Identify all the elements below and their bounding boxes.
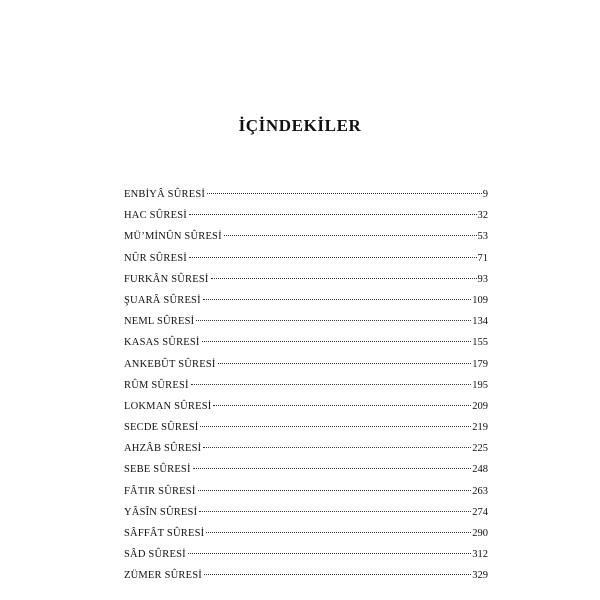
toc-entry xyxy=(124,528,488,549)
toc-entry-title: HAC SÛRESİ xyxy=(124,210,187,222)
toc-entry xyxy=(124,464,488,485)
toc-entry-title: NEML SÛRESİ xyxy=(124,316,195,328)
dot-leader xyxy=(198,490,472,491)
toc-entry-page-number: 219 xyxy=(472,422,488,434)
toc-entry xyxy=(124,359,488,380)
toc-entry xyxy=(124,549,488,570)
toc-entry-title: LOKMAN SÛRESİ xyxy=(124,400,212,412)
toc-entry xyxy=(124,380,488,401)
toc-entry-page-number: 53 xyxy=(477,231,488,243)
toc-entry-page-number: 312 xyxy=(472,549,488,561)
toc-entry xyxy=(124,443,488,464)
dot-leader xyxy=(196,320,471,321)
dot-leader xyxy=(224,235,477,236)
toc-entry-page-number: 32 xyxy=(477,210,488,222)
toc-entry-page-number: 179 xyxy=(472,358,488,370)
toc-entry xyxy=(124,210,488,231)
toc-entry-title: ENBİYÂ SÛRESİ xyxy=(124,189,206,200)
dot-leader xyxy=(206,532,471,533)
dot-leader xyxy=(213,405,471,406)
toc-entry xyxy=(124,401,488,422)
toc-entry-title: NÛR SÛRESİ xyxy=(124,252,187,264)
toc-entry xyxy=(124,295,488,316)
dot-leader xyxy=(191,384,472,385)
toc-entry xyxy=(124,570,488,591)
toc-entry xyxy=(124,507,488,528)
dot-leader xyxy=(203,299,471,300)
toc-entry-title: SÂFFÂT SÛRESİ xyxy=(124,528,205,539)
dot-leader xyxy=(189,257,477,258)
dot-leader xyxy=(188,553,471,554)
toc-entry-page-number: 263 xyxy=(472,485,488,497)
toc-entry-title: SÂD SÛRESİ xyxy=(124,549,186,561)
toc-entry-page-number: 274 xyxy=(472,506,488,518)
toc-entry-title: ŞUARÂ SÛRESİ xyxy=(124,294,201,306)
dot-leader xyxy=(203,447,471,448)
toc-entry-title: FURKÂN SÛRESİ xyxy=(124,273,209,285)
dot-leader xyxy=(204,574,471,575)
toc-entry xyxy=(124,231,488,252)
toc-entry-title: AHZÂB SÛRESİ xyxy=(124,443,202,455)
toc-entry-title: KASAS SÛRESİ xyxy=(124,337,200,349)
table-of-contents xyxy=(124,189,488,592)
toc-entry-page-number: 93 xyxy=(477,273,488,285)
toc-entry xyxy=(124,486,488,507)
toc-entry-page-number: 290 xyxy=(472,528,488,539)
dot-leader xyxy=(207,193,482,194)
toc-entry-title: SECDE SÛRESİ xyxy=(124,422,199,434)
dot-leader xyxy=(199,511,471,512)
toc-entry xyxy=(124,274,488,295)
toc-entry xyxy=(124,422,488,443)
dot-leader xyxy=(211,278,477,279)
toc-entry-page-number: 329 xyxy=(472,570,488,582)
toc-entry-page-number: 248 xyxy=(472,464,488,476)
toc-entry-title: FÂTIR SÛRESİ xyxy=(124,485,196,497)
toc-entry xyxy=(124,253,488,274)
toc-entry-page-number: 209 xyxy=(472,400,488,412)
dot-leader xyxy=(189,214,477,215)
toc-entry-page-number: 9 xyxy=(482,189,488,200)
toc-entry-page-number: 225 xyxy=(472,443,488,455)
toc-entry xyxy=(124,316,488,337)
toc-entry xyxy=(124,189,488,210)
toc-entry-title: SEBE SÛRESİ xyxy=(124,464,191,476)
toc-entry-page-number: 155 xyxy=(472,337,488,349)
toc-entry-page-number: 134 xyxy=(472,316,488,328)
dot-leader xyxy=(218,363,472,364)
toc-entry-page-number: 195 xyxy=(472,379,488,391)
toc-entry-title: ZÜMER SÛRESİ xyxy=(124,570,202,582)
toc-entry-page-number: 71 xyxy=(477,252,488,264)
toc-entry-page-number: 109 xyxy=(472,294,488,306)
dot-leader xyxy=(202,341,472,342)
toc-entry-title: RÛM SÛRESİ xyxy=(124,379,189,391)
page-title: İÇİNDEKİLER xyxy=(238,116,362,135)
toc-entry-title: YÂSÎN SÛRESİ xyxy=(124,506,198,518)
toc-entry xyxy=(124,337,488,358)
toc-entry-title: MÜ’MİNÛN SÛRESİ xyxy=(124,231,222,243)
dot-leader xyxy=(200,426,471,427)
dot-leader xyxy=(193,468,472,469)
toc-entry-title: ANKEBÛT SÛRESİ xyxy=(124,358,216,370)
